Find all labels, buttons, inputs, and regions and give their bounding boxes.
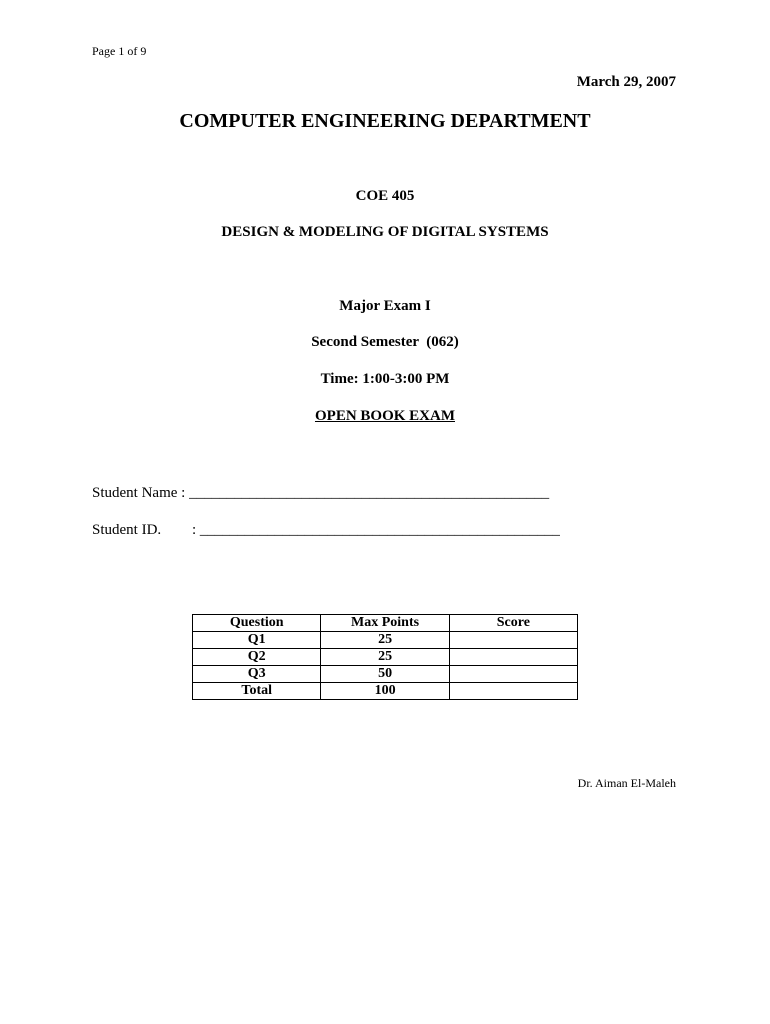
score-cell[interactable]: [449, 632, 577, 649]
max-points-cell: 50: [321, 666, 449, 683]
table-row: [193, 632, 578, 649]
question-cell: Total: [193, 683, 321, 700]
question-cell: Q2: [193, 649, 321, 666]
table-row: [193, 666, 578, 683]
page-number: Page 1 of 9: [92, 44, 147, 58]
question-cell: Q3: [193, 666, 321, 683]
student-id-field[interactable]: [92, 522, 560, 539]
student-name-field[interactable]: [92, 485, 549, 502]
score-cell[interactable]: [449, 666, 577, 683]
header-max-points: Max Points: [321, 615, 449, 632]
max-points-cell: 25: [321, 649, 449, 666]
max-points-cell: 100: [321, 683, 449, 700]
course-title: DESIGN & MODELING OF DIGITAL SYSTEMS: [221, 224, 549, 240]
exam-type-label: OPEN BOOK EXAM: [314, 408, 455, 424]
question-cell: Q1: [193, 632, 321, 649]
student-name-line[interactable]: ________________________________________________: [189, 485, 550, 501]
score-cell[interactable]: [449, 683, 577, 700]
exam-name: Major Exam I: [339, 298, 431, 314]
header-question: Question: [193, 615, 321, 632]
score-table: [192, 614, 578, 700]
student-name-label: Student Name :: [92, 485, 186, 501]
student-id-line[interactable]: ________________________________________________: [199, 522, 560, 538]
table-row: [193, 683, 578, 700]
student-id-label: Student ID.: [92, 522, 162, 538]
max-points-cell: 25: [321, 632, 449, 649]
header-score: Score: [449, 615, 577, 632]
exam-time: Time: 1:00-3:00 PM: [320, 371, 450, 387]
author-name: Dr. Aiman El-Maleh: [577, 776, 676, 790]
score-cell[interactable]: [449, 649, 577, 666]
exam-date: March 29, 2007: [576, 74, 676, 90]
semester: Second Semester (062): [311, 334, 459, 350]
table-row: [193, 649, 578, 666]
course-code: COE 405: [355, 188, 415, 204]
student-id-colon: :: [192, 522, 197, 538]
department-title: COMPUTER ENGINEERING DEPARTMENT: [179, 110, 591, 132]
score-table-header: [193, 615, 578, 632]
exam-type: [0, 408, 770, 425]
